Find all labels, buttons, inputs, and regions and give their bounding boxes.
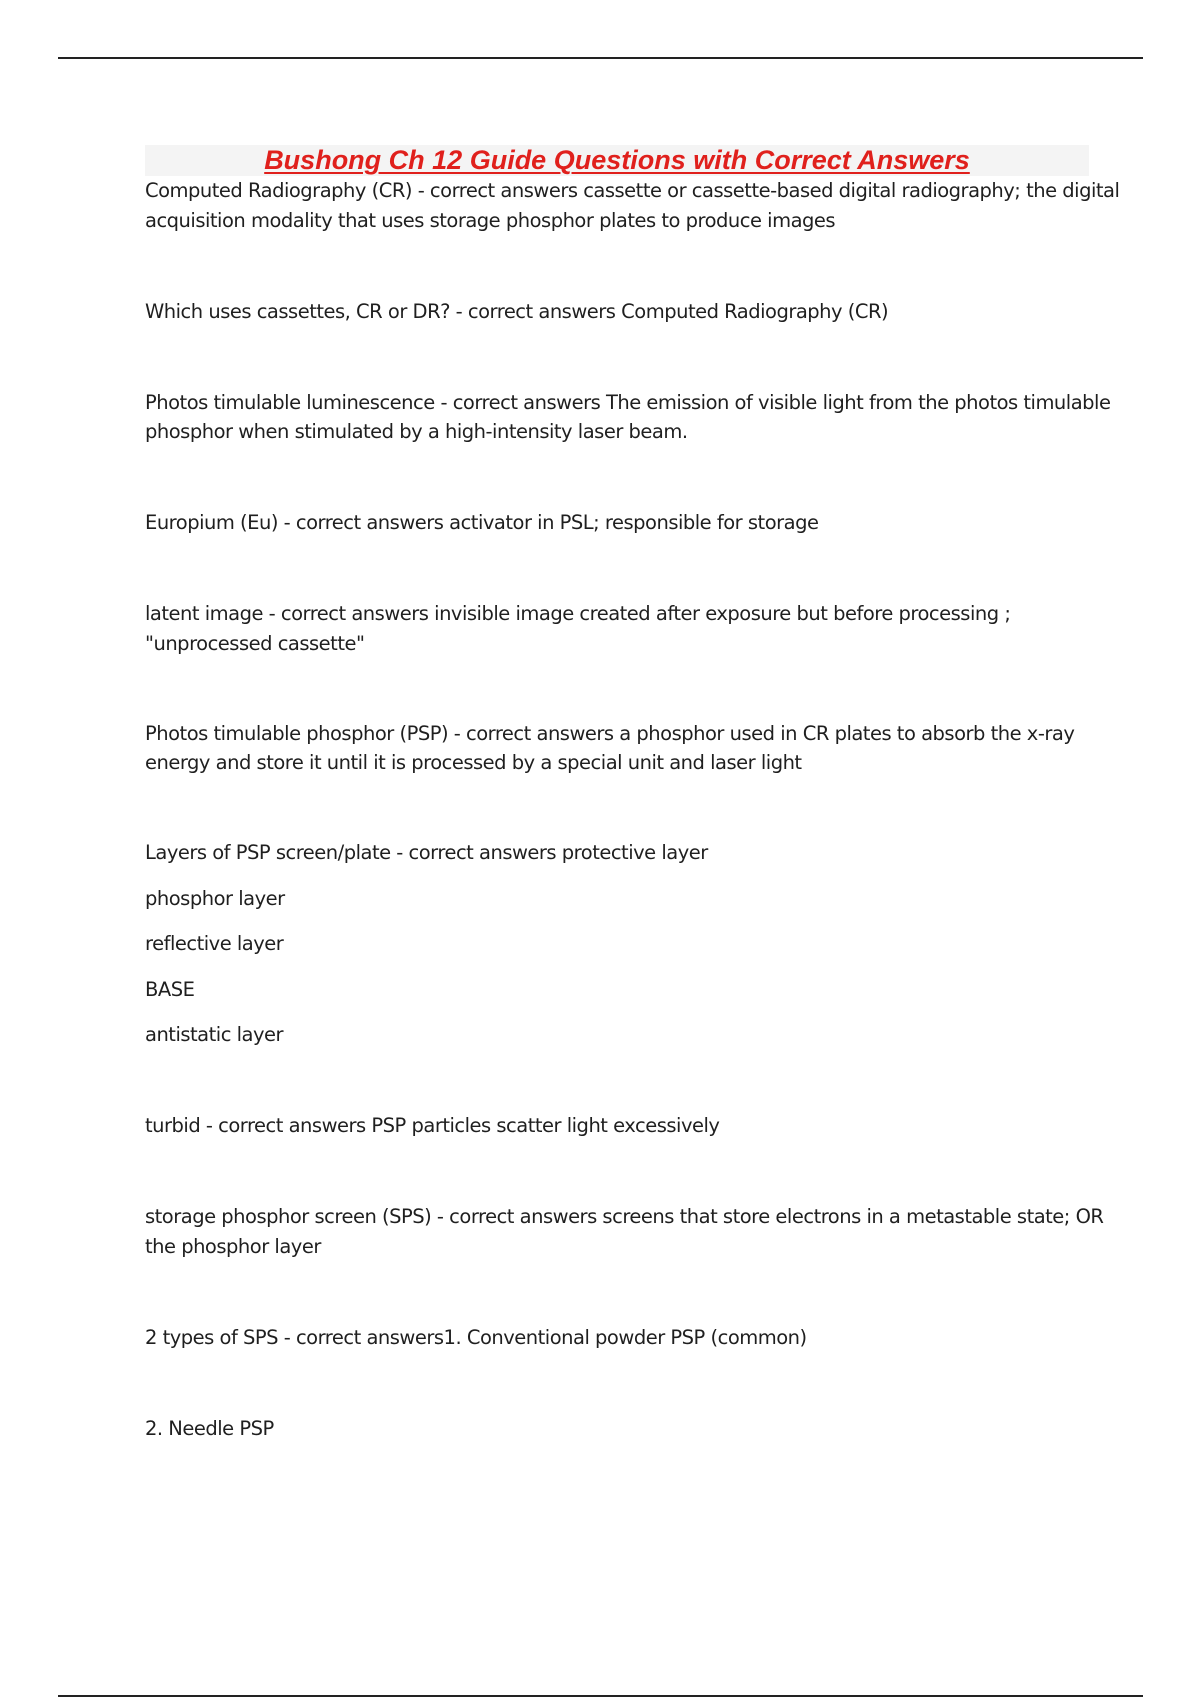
footer-rule [58,1695,1143,1697]
layer-base: BASE [145,978,195,1001]
cr-definition-line-1: Computed Radiography (CR) - correct answers cassette or cassette-based digital radiography; the digital [145,179,1120,202]
title-band [145,145,1089,176]
layer-phosphor: phosphor layer [145,887,285,910]
psp-definition-line-1: Photos timulable phosphor (PSP) - correct answers a phosphor used in CR plates to absorb the x-ray [145,722,1075,745]
sps-types-line-1: 2 types of SPS - correct answers1. Conventional powder PSP (common) [145,1326,807,1349]
cr-definition-line-2: acquisition modality that uses storage phosphor plates to produce images [145,209,836,232]
header-rule [58,57,1143,59]
sps-definition-line-2: the phosphor layer [145,1235,321,1258]
sps-definition-line-1: storage phosphor screen (SPS) - correct answers screens that store electrons in a metastable state; OR [145,1205,1104,1228]
layer-reflective: reflective layer [145,932,284,955]
latent-image-line-1: latent image - correct answers invisible image created after exposure but before processing ; [145,602,1011,625]
sps-types-line-2: 2. Needle PSP [145,1417,274,1440]
europium-definition: Europium (Eu) - correct answers activator in PSL; responsible for storage [145,511,819,534]
psl-definition-line-2: phosphor when stimulated by a high-intensity laser beam. [145,420,688,443]
psl-definition-line-1: Photos timulable luminescence - correct answers The emission of visible light from the photos timulable [145,391,1111,414]
latent-image-line-2: "unprocessed cassette" [145,632,365,655]
layer-antistatic: antistatic layer [145,1023,284,1046]
cassettes-question: Which uses cassettes, CR or DR? - correct answers Computed Radiography (CR) [145,300,889,323]
psp-layers-heading: Layers of PSP screen/plate - correct answers protective layer [145,841,708,864]
turbid-definition: turbid - correct answers PSP particles scatter light excessively [145,1114,720,1137]
document-title: Bushong Ch 12 Guide Questions with Correct Answers [264,145,970,175]
psp-definition-line-2: energy and store it until it is processed by a special unit and laser light [145,751,802,774]
